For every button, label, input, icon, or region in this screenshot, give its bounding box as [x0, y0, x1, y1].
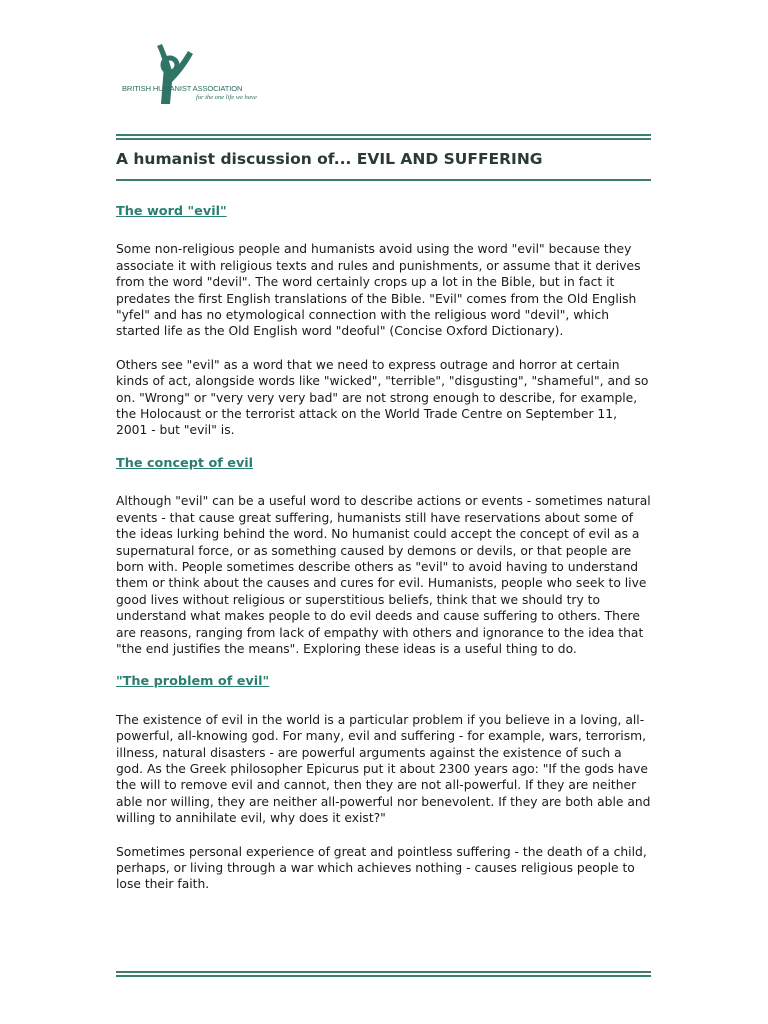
- org-tagline: for the one life we have: [196, 94, 257, 101]
- paragraph: The existence of evil in the world is a particular problem if you believe in a loving, all-powerful, all-knowing god. For many, evil and suffering - for example, wars, terrorism, illness, natural disasters - are powerful arguments against the existence of such a god. As the Greek philosopher Epicurus put it about 2300 years ago: "If the gods have the will to remove evil and cannot, then they are not all-powerful. If they are neither able nor willing, they are neither all-powerful nor benevolent. If they are both able and willing to annihilate evil, why does it exist?": [116, 712, 651, 826]
- paragraph: Although "evil" can be a useful word to describe actions or events - sometimes natural events - that cause great suffering, humanists still have reservations about some of the ideas lurking behind the word. No humanist could accept the concept of evil as a supernatural force, or as something caused by demons or devils, or that people are born with. People sometimes describe others as "evil" to avoid having to understand them or think about the causes and cures for evil. Humanists, people who seek to live good lives without religious or superstitious beliefs, think that we should try to understand what makes people to do evil deeds and cause suffering to others. There are reasons, ranging from lack of empathy with others and ignorance to the idea that "the end justifies the means". Exploring these ideas is a useful thing to do.: [116, 494, 651, 656]
- paragraph: Some non-religious people and humanists avoid using the word "evil" because they associate it with religious texts and rules and punishments, or assume that it derives from the word "devil". The word certainly crops up a lot in the Bible, but in fact it predates the first English translations of the Bible. "Evil" comes from the Old English "yfel" and has no etymological connection with the religious word "devil", which started life as the Old English word "deoful" (Concise Oxford Dictionary).: [116, 242, 641, 339]
- happy-human-icon: [148, 44, 196, 106]
- org-name: BRITISH HUMANIST ASSOCIATION: [122, 84, 243, 93]
- section-heading: The concept of evil: [116, 455, 254, 471]
- title-rule: [116, 179, 651, 181]
- bha-logo: [118, 44, 288, 106]
- footer-rule: [116, 971, 651, 977]
- section-heading: "The problem of evil": [116, 674, 270, 690]
- section-heading: The word "evil": [116, 204, 227, 219]
- paragraph: Sometimes personal experience of great and pointless suffering - the death of a child, perhaps, or living through a war which achieves nothing - causes religious people to lose their faith.: [116, 844, 647, 892]
- header-rule: [116, 134, 651, 140]
- paragraph: Others see "evil" as a word that we need to express outrage and horror at certain kinds of act, alongside words like "wicked", "terrible", "disgusting", "shameful", and so on. "Wrong" or "very very very bad" are not strong enough to describe, for example, the Holocaust or the terrorist attack on the World Trade Centre on September 11, 2001 - but "evil" is.: [116, 357, 649, 438]
- page-title: A humanist discussion of... EVIL AND SUFFERING: [116, 150, 543, 168]
- article-body: [116, 204, 652, 910]
